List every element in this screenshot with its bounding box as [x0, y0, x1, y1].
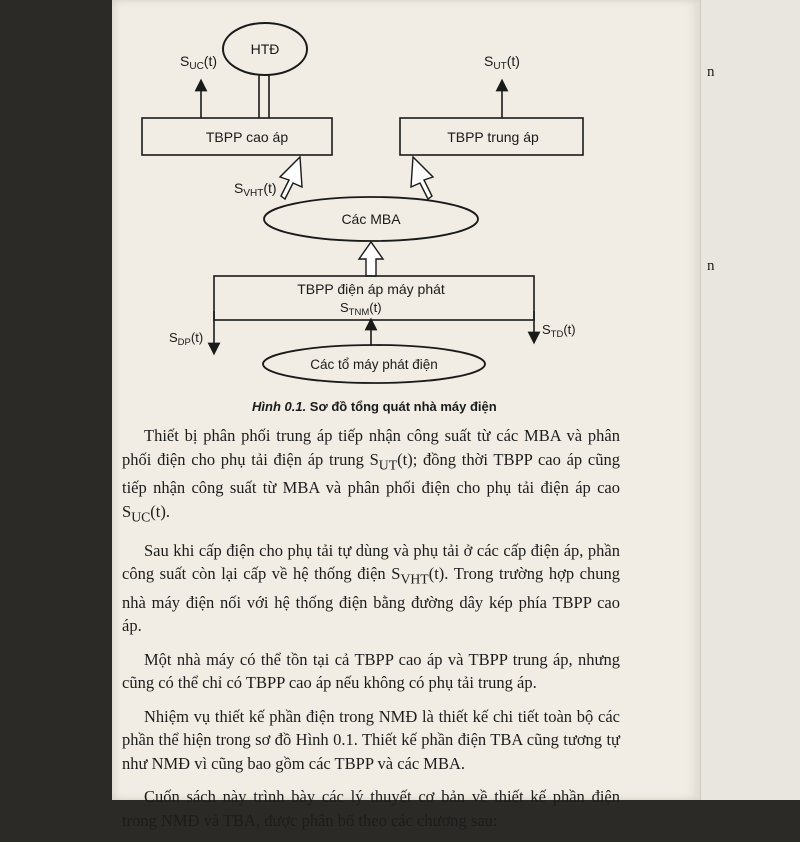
paragraph: Nhiệm vụ thiết kế phần điện trong NMĐ là thiết kế chi tiết toàn bộ các phần thể hiện trong sơ đồ Hình 0.1. Thiết kế phần điện TBA cũng tương tự như NMĐ vì cũng bao gồm các TBPP và các MBA.: [122, 706, 620, 773]
paragraph: Cuốn sách này trình bày các lý thuyết cơ bản về thiết kế phần điện trong NMĐ và TBA, được phân bổ theo các chương sau:: [122, 787, 620, 830]
paragraph: Thiết bị phân phối trung áp tiếp nhận công suất từ các MBA và phân phối điện cho phụ tải điện áp trung $S_{UT}(t)$; đồng thời TBPP cao áp cũng tiếp nhận công suất từ MBA và phân phối điện cho phụ tải điện áp cao $S_{UC}(t)$.: [122, 426, 621, 525]
tbpp-generator-voltage-label: TBPP điện áp máy phát: [297, 281, 445, 297]
sdp-label: $S_{DP}(t)$: [169, 330, 204, 348]
body-text: [122, 424, 620, 842]
hollow-arrow: [359, 242, 383, 276]
generators-label: Các tổ máy phát điện: [310, 357, 438, 372]
stnm-label: $S_{TNM}(t)$: [340, 300, 382, 318]
figure-caption: Hình 0.1. Sơ đồ tổng quát nhà máy điện: [252, 399, 497, 414]
adjacent-page-letter: n: [707, 258, 715, 274]
sut-label: $S_{UT}(t)$: [484, 53, 520, 72]
power-plant-diagram: [0, 0, 800, 400]
hollow-arrow: [411, 157, 433, 199]
adjacent-page-letter: n: [707, 64, 715, 80]
tbpp-high-voltage-label: TBPP cao áp: [205, 129, 289, 145]
tbpp-medium-voltage-label: TBPP trung áp: [447, 129, 539, 145]
paragraph: Một nhà máy có thể tồn tại cả TBPP cao áp và TBPP trung áp, nhưng cũng có thể chỉ có TBPP cao áp nếu không có phụ tải trung áp.: [122, 649, 620, 693]
hollow-arrow: [280, 157, 302, 199]
suc-label: $S_{UC}(t)$: [180, 53, 218, 72]
std-label: $S_{TD}(t)$: [542, 322, 576, 340]
svht-label: $S_{VHT}(t)$: [234, 180, 277, 199]
paragraph: Sau khi cấp điện cho phụ tải tự dùng và phụ tải ở các cấp điện áp, phần công suất còn lại cấp về hệ thống điện $S_{VHT}(t)$. Trong trường hợp chung nhà máy điện nối với hệ thống điện bằng đường dây kép phía TBPP cao áp.: [122, 540, 620, 636]
grid-label: HTĐ: [250, 41, 280, 57]
transformers-label: Các MBA: [341, 211, 401, 227]
